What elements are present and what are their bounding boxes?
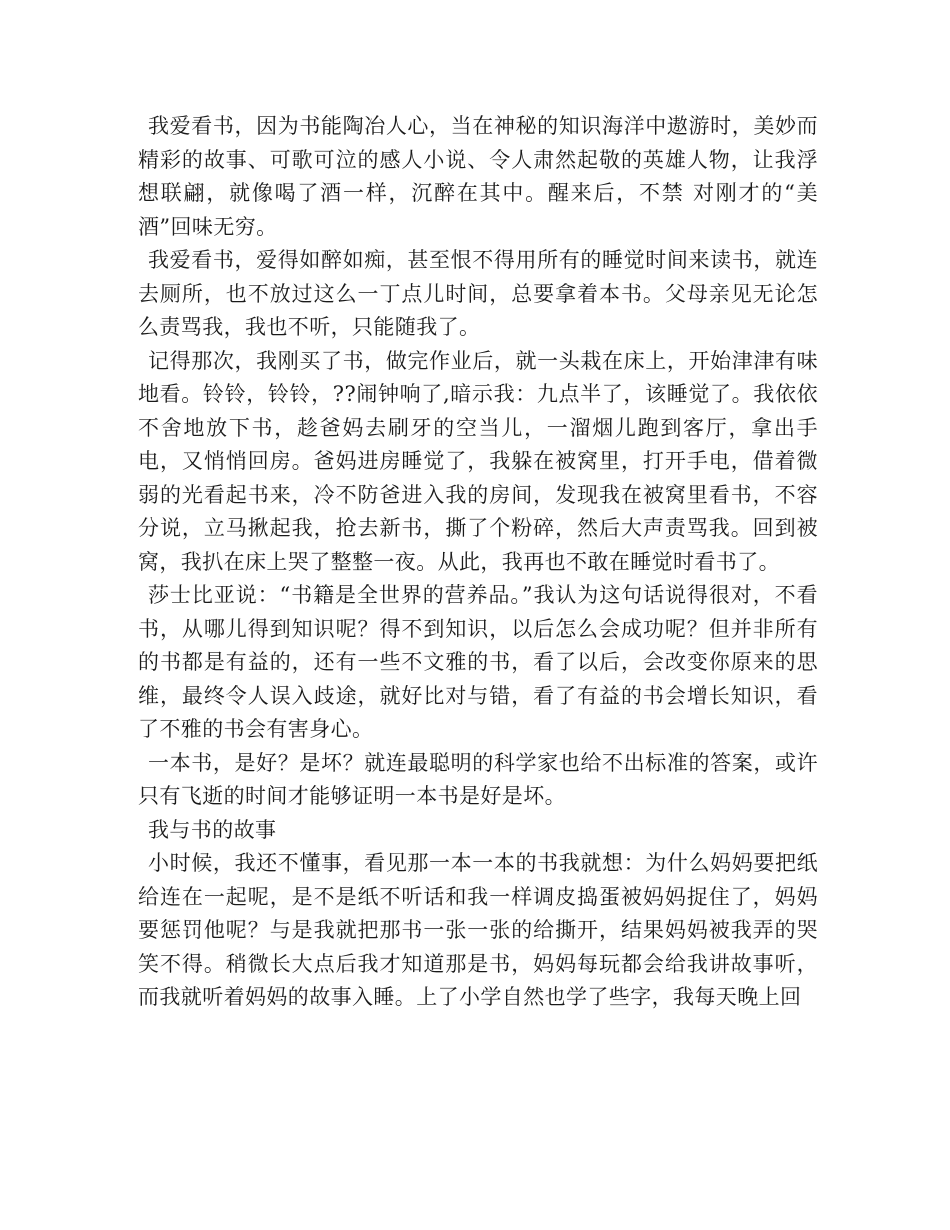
paragraph-shakespeare-quote: 莎士比亚说：“书籍是全世界的营养品。”我认为这句话说得很对，不看书，从哪儿得到知识呢？得不到知识，以后怎么会成功呢？但并非所有的书都是有益的，还有一些不文雅的书，看了以后，会改变你原来的思维，最终令人误入歧途，就好比对与错，看了有益的书会增长知识，看了不雅的书会有害身心。 bbox=[138, 583, 818, 741]
document-body bbox=[138, 110, 818, 1015]
paragraph-love-reading: 我爱看书，因为书能陶冶人心，当在神秘的知识海洋中遨游时，美妙而精彩的故事、可歌可泣的感人小说、令人肃然起敬的英雄人物，让我浮想联翩，就像喝了酒一样，沉醉在其中。醒来后，不禁 对刚才的“美酒”回味无穷。 bbox=[138, 114, 818, 239]
section-heading: 我与书的故事 bbox=[148, 817, 277, 842]
paragraph-flashlight-story: 记得那次，我刚买了书，做完作业后，就一头栽在床上，开始津津有味地看。铃铃，铃铃，??闹钟响了,暗示我：九点半了，该睡觉了。我依依不舍地放下书，趁爸妈去刷牙的空当儿，一溜烟儿跑到客厅，拿出手电，又悄悄回房。爸妈进房睡觉了，我躲在被窝里，打开手电，借着微弱的光看起书来，冷不防爸进入我的房间，发现我在被窝里看书，不容分说，立马揪起我，抢去新书，撕了个粉碎，然后大声责骂我。回到被窝，我扒在床上哭了整整一夜。从此，我再也不敢在睡觉时看书了。 bbox=[138, 348, 818, 574]
paragraph-reading-obsession: 我爱看书，爱得如醉如痴，甚至恨不得用所有的睡觉时间来读书，就连去厕所，也不放过这么一丁点儿时间，总要拿着本书。父母亲见无论怎么责骂我，我也不听，只能随我了。 bbox=[138, 248, 818, 339]
paragraph-childhood: 小时候，我还不懂事，看见那一本一本的书我就想：为什么妈妈要把纸给连在一起呢，是不是纸不听话和我一样调皮捣蛋被妈妈捉住了，妈妈要惩罚他呢？与是我就把那书一张一张的给撕开，结果妈妈被我弄的哭笑不得。稍微长大点后我才知道那是书，妈妈每玩都会给我讲故事听，而我就听着妈妈的故事入睡。上了小学自然也学了些字，我每天晚上回 bbox=[138, 851, 818, 1009]
paragraph-good-or-bad-book: 一本书，是好？是坏？就连最聪明的科学家也给不出标准的答案，或许只有飞逝的时间才能够证明一本书是好是坏。 bbox=[138, 750, 818, 808]
